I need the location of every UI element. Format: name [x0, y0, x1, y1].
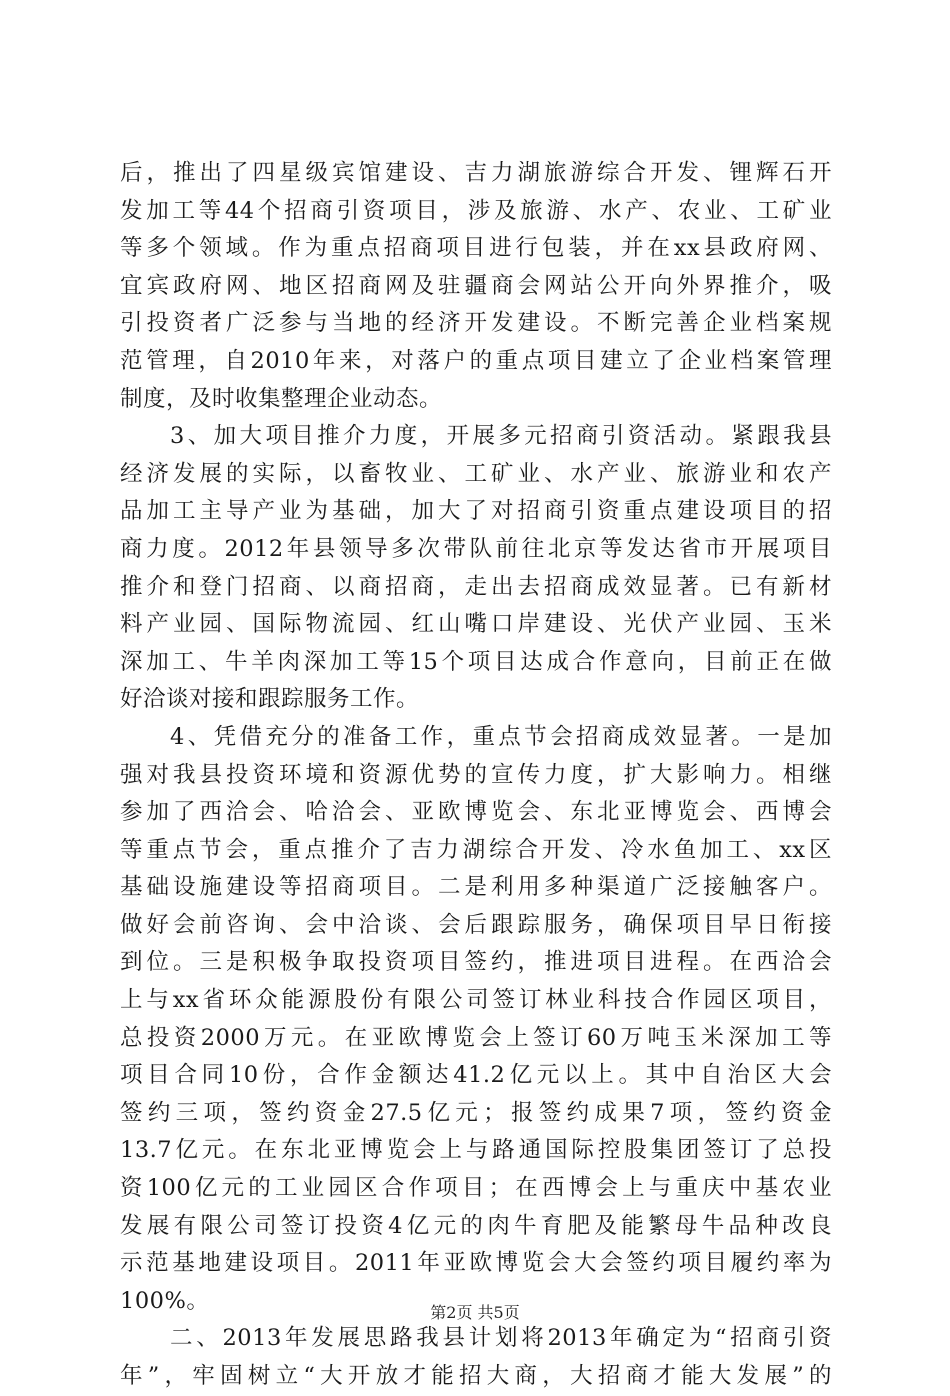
text-line: 料产业园、国际物流园、红山嘴口岸建设、光伏产业园、玉米	[120, 611, 832, 638]
text-line: 示范基地建设项目。2011年亚欧博览会大会签约项目履约率为	[120, 1250, 832, 1277]
text-line: 到位。三是积极争取投资项目签约，推进项目进程。在西洽会	[120, 949, 832, 976]
text-line: 参加了西洽会、哈洽会、亚欧博览会、东北亚博览会、西博会	[120, 799, 832, 826]
text-line: 宜宾政府网、地区招商网及驻疆商会网站公开向外界推介，吸	[120, 272, 832, 299]
text-line: 13.7亿元。在东北亚博览会上与路通国际控股集团签订了总投	[120, 1137, 832, 1164]
text-line: 品加工主导产业为基础，加大了对招商引资重点建设项目的招	[120, 498, 832, 525]
text-line: 上与xx省环众能源股份有限公司签订林业科技合作园区项目，	[120, 987, 832, 1014]
text-line: 强对我县投资环境和资源优势的宣传力度，扩大影响力。相继	[120, 761, 832, 788]
text-line: 二、2013年发展思路我县计划将2013年确定为“招商引资	[170, 1325, 832, 1352]
text-line: 等重点节会，重点推介了吉力湖综合开发、冷水鱼加工、xx区	[120, 836, 832, 863]
text-line: 发加工等44个招商引资项目，涉及旅游、水产、农业、工矿业	[120, 197, 832, 224]
text-line: 100%。	[120, 1287, 210, 1314]
text-line: 范管理，自2010年来，对落户的重点项目建立了企业档案管理	[120, 347, 832, 374]
text-line: 发展有限公司签订投资4亿元的肉牛育肥及能繁母牛品种改良	[120, 1212, 832, 1239]
text-line: 签约三项，签约资金27.5亿元；报签约成果7项，签约资金	[120, 1099, 832, 1126]
text-line: 引投资者广泛参与当地的经济开发建设。不断完善企业档案规	[120, 310, 832, 337]
text-line: 商力度。2012年县领导多次带队前往北京等发达省市开展项目	[120, 535, 832, 562]
text-line: 4、凭借充分的准备工作，重点节会招商成效显著。一是加	[170, 723, 832, 750]
text-line: 制度，及时收集整理企业动态。	[120, 385, 443, 412]
text-line: 项目合同10份，合作金额达41.2亿元以上。其中自治区大会	[120, 1062, 832, 1089]
text-line: 推介和登门招商、以商招商，走出去招商成效显著。已有新材	[120, 573, 832, 600]
text-line: 总投资2000万元。在亚欧博览会上签订60万吨玉米深加工等	[120, 1024, 832, 1051]
text-line: 资100亿元的工业园区合作项目；在西博会上与重庆中基农业	[120, 1175, 832, 1202]
text-line: 做好会前咨询、会中洽谈、会后跟踪服务，确保项目早日衔接	[120, 911, 832, 938]
body-text	[120, 155, 832, 1396]
text-line: 基础设施建设等招商项目。二是利用多种渠道广泛接触客户。	[120, 874, 832, 901]
text-line: 3、加大项目推介力度，开展多元招商引资活动。紧跟我县	[170, 423, 832, 450]
text-line: 经济发展的实际，以畜牧业、工矿业、水产业、旅游业和农产	[120, 460, 832, 487]
page-footer: 第2页 共5页	[430, 1303, 520, 1322]
text-line: 后，推出了四星级宾馆建设、吉力湖旅游综合开发、锂辉石开	[120, 160, 832, 186]
text-line: 等多个领域。作为重点招商项目进行包装，并在xx县政府网、	[120, 235, 832, 262]
text-line: 好洽谈对接和跟踪服务工作。	[120, 686, 420, 713]
text-line: 深加工、牛羊肉深加工等15个项目达成合作意向，目前正在做	[120, 648, 832, 675]
text-line: 年”，牢固树立“大开放才能招大商，大招商才能大发展”的	[120, 1363, 832, 1389]
